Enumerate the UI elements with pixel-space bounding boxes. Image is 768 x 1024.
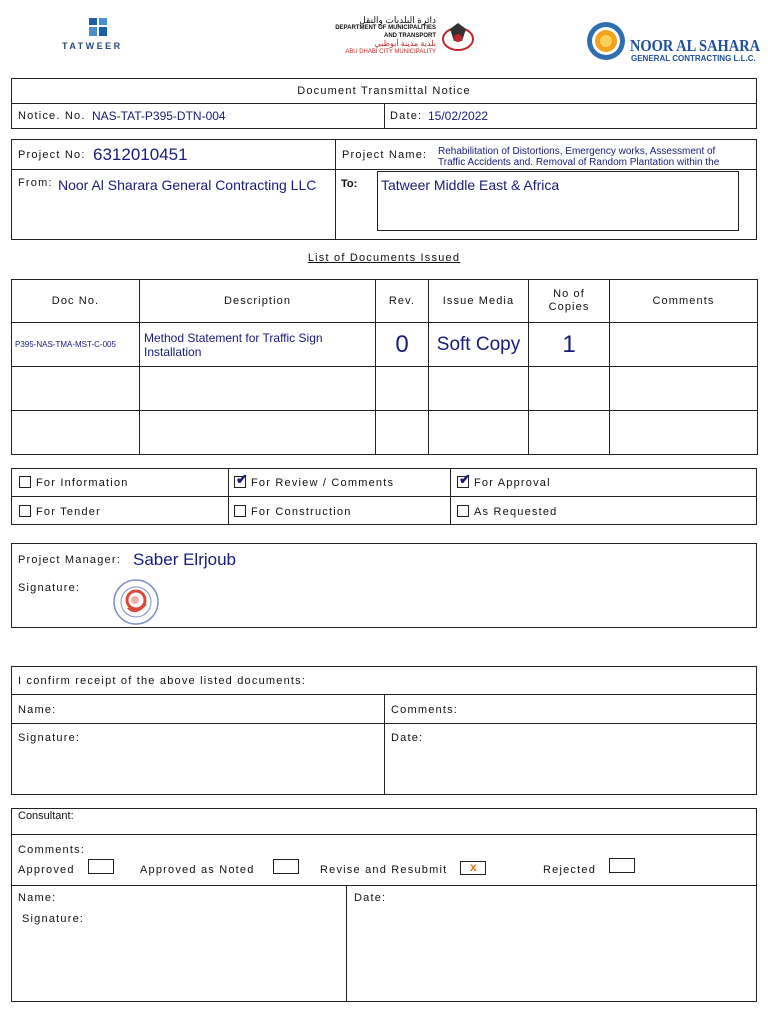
receipt-name-label[interactable]: Name: <box>18 704 57 716</box>
falcon-emblem-icon <box>440 21 476 53</box>
receipt-confirm-text: I confirm receipt of the above listed documents: <box>18 675 307 687</box>
municipality-english-line1: DEPARTMENT OF MUNICIPALITIES <box>335 25 436 31</box>
table-row <box>12 367 758 411</box>
cross-mark-icon: x <box>470 860 477 874</box>
revise-resubmit-label: Revise and Resubmit <box>320 864 448 876</box>
header-no-of-copies: No of Copies <box>529 280 610 323</box>
row1-doc-no: P395-NAS-TMA-MST-C-005 <box>12 323 140 367</box>
row1-rev: 0 <box>376 323 429 367</box>
to-label: To: <box>341 178 358 190</box>
for-review-checkbox[interactable] <box>234 471 249 488</box>
approved-as-noted-label: Approved as Noted <box>140 864 255 876</box>
from-label: From: <box>18 177 53 189</box>
company-stamp-icon <box>108 578 164 626</box>
project-name-label: Project Name: <box>342 149 428 161</box>
table-row <box>12 323 758 367</box>
project-no-value: 6312010451 <box>93 145 188 164</box>
rejected-label: Rejected <box>543 864 597 876</box>
option-as-requested[interactable]: As Requested <box>457 505 558 518</box>
option-for-tender[interactable]: For Tender <box>19 505 101 518</box>
manager-label: Project Manager: <box>18 554 121 566</box>
option-for-approval[interactable]: ✔ For Approval <box>459 471 551 489</box>
consultant-name-label[interactable]: Name: <box>18 892 57 904</box>
tatweer-logo <box>60 16 150 56</box>
notice-title: Document Transmittal Notice <box>297 85 471 97</box>
consultant-date-label[interactable]: Date: <box>354 892 387 904</box>
checkmark-icon: ✔ <box>459 471 472 487</box>
for-information-checkbox[interactable] <box>19 476 31 488</box>
municipality-arabic-line2: بلدية مدينة أبوظبي <box>374 39 436 48</box>
table-header-row <box>12 280 758 323</box>
notice-no-label: Notice. No. <box>18 110 86 122</box>
header-issue-media: Issue Media <box>429 280 529 323</box>
row1-copies: 1 <box>529 323 610 367</box>
receipt-comments-label[interactable]: Comments: <box>391 704 459 716</box>
revise-resubmit-checkbox[interactable] <box>460 861 486 875</box>
receipt-date-label[interactable]: Date: <box>391 732 424 744</box>
table-row <box>12 411 758 455</box>
date-label: Date: <box>390 110 423 122</box>
consultant-box <box>11 808 757 1002</box>
noor-logo-title: NOOR AL SAHARA <box>630 36 761 55</box>
for-tender-checkbox[interactable] <box>19 505 31 517</box>
approved-label: Approved <box>18 864 75 876</box>
to-value: Tatweer Middle East & Africa <box>381 177 560 193</box>
row1-description: Method Statement for Traffic Sign Installation <box>140 323 376 367</box>
receipt-signature-label[interactable]: Signature: <box>18 732 81 744</box>
from-value: Noor Al Sharara General Contracting LLC <box>58 177 317 193</box>
manager-signature-label: Signature: <box>18 582 81 594</box>
municipality-arabic-line1: دائرة البلديات والنقل <box>359 15 436 25</box>
option-for-information[interactable]: For Information <box>19 476 129 489</box>
row1-comments <box>610 323 758 367</box>
documents-list-title: List of Documents Issued <box>307 252 461 264</box>
approved-as-noted-checkbox[interactable] <box>273 859 299 874</box>
approved-checkbox[interactable] <box>88 859 114 874</box>
option-for-review[interactable]: ✔ For Review / Comments <box>236 471 395 489</box>
manager-name: Saber Elrjoub <box>133 550 237 569</box>
municipality-english-line2: AND TRANSPORT <box>384 33 436 39</box>
project-name-value: Rehabilitation of Distortions, Emergency works, Assessment of Traffic Accidents and. Removal of Random Plantation within the <box>438 146 720 168</box>
checkmark-icon: ✔ <box>236 471 249 487</box>
date-value: 15/02/2022 <box>428 109 489 123</box>
for-construction-checkbox[interactable] <box>234 505 246 517</box>
header-rev: Rev. <box>376 280 429 323</box>
consultant-comments-label: Comments: <box>18 844 86 856</box>
consultant-signature-label[interactable]: Signature: <box>22 913 85 925</box>
project-no-label: Project No: <box>18 149 86 161</box>
header-description: Description <box>140 280 376 323</box>
sun-logo-icon <box>586 16 626 66</box>
consultant-label: Consultant: <box>18 810 74 822</box>
header-comments: Comments <box>610 280 758 323</box>
header-doc-no: Doc No. <box>12 280 140 323</box>
rejected-checkbox[interactable] <box>609 858 635 873</box>
tatweer-mark-icon <box>60 16 150 42</box>
notice-no-value: NAS-TAT-P395-DTN-004 <box>92 109 226 123</box>
municipality-logo <box>300 16 480 58</box>
noor-logo-subtitle: GENERAL CONTRACTING L.L.C. <box>631 54 756 63</box>
for-approval-checkbox[interactable] <box>457 471 472 488</box>
option-for-construction[interactable]: For Construction <box>234 505 352 518</box>
tatweer-logo-text: TATWEER <box>62 41 123 51</box>
noor-al-sahara-logo <box>586 16 761 66</box>
documents-table <box>11 279 758 455</box>
as-requested-checkbox[interactable] <box>457 505 469 517</box>
row1-issue-media: Soft Copy <box>429 323 529 367</box>
municipality-english-line3: ABU DHABI CITY MUNICIPALITY <box>345 49 436 55</box>
